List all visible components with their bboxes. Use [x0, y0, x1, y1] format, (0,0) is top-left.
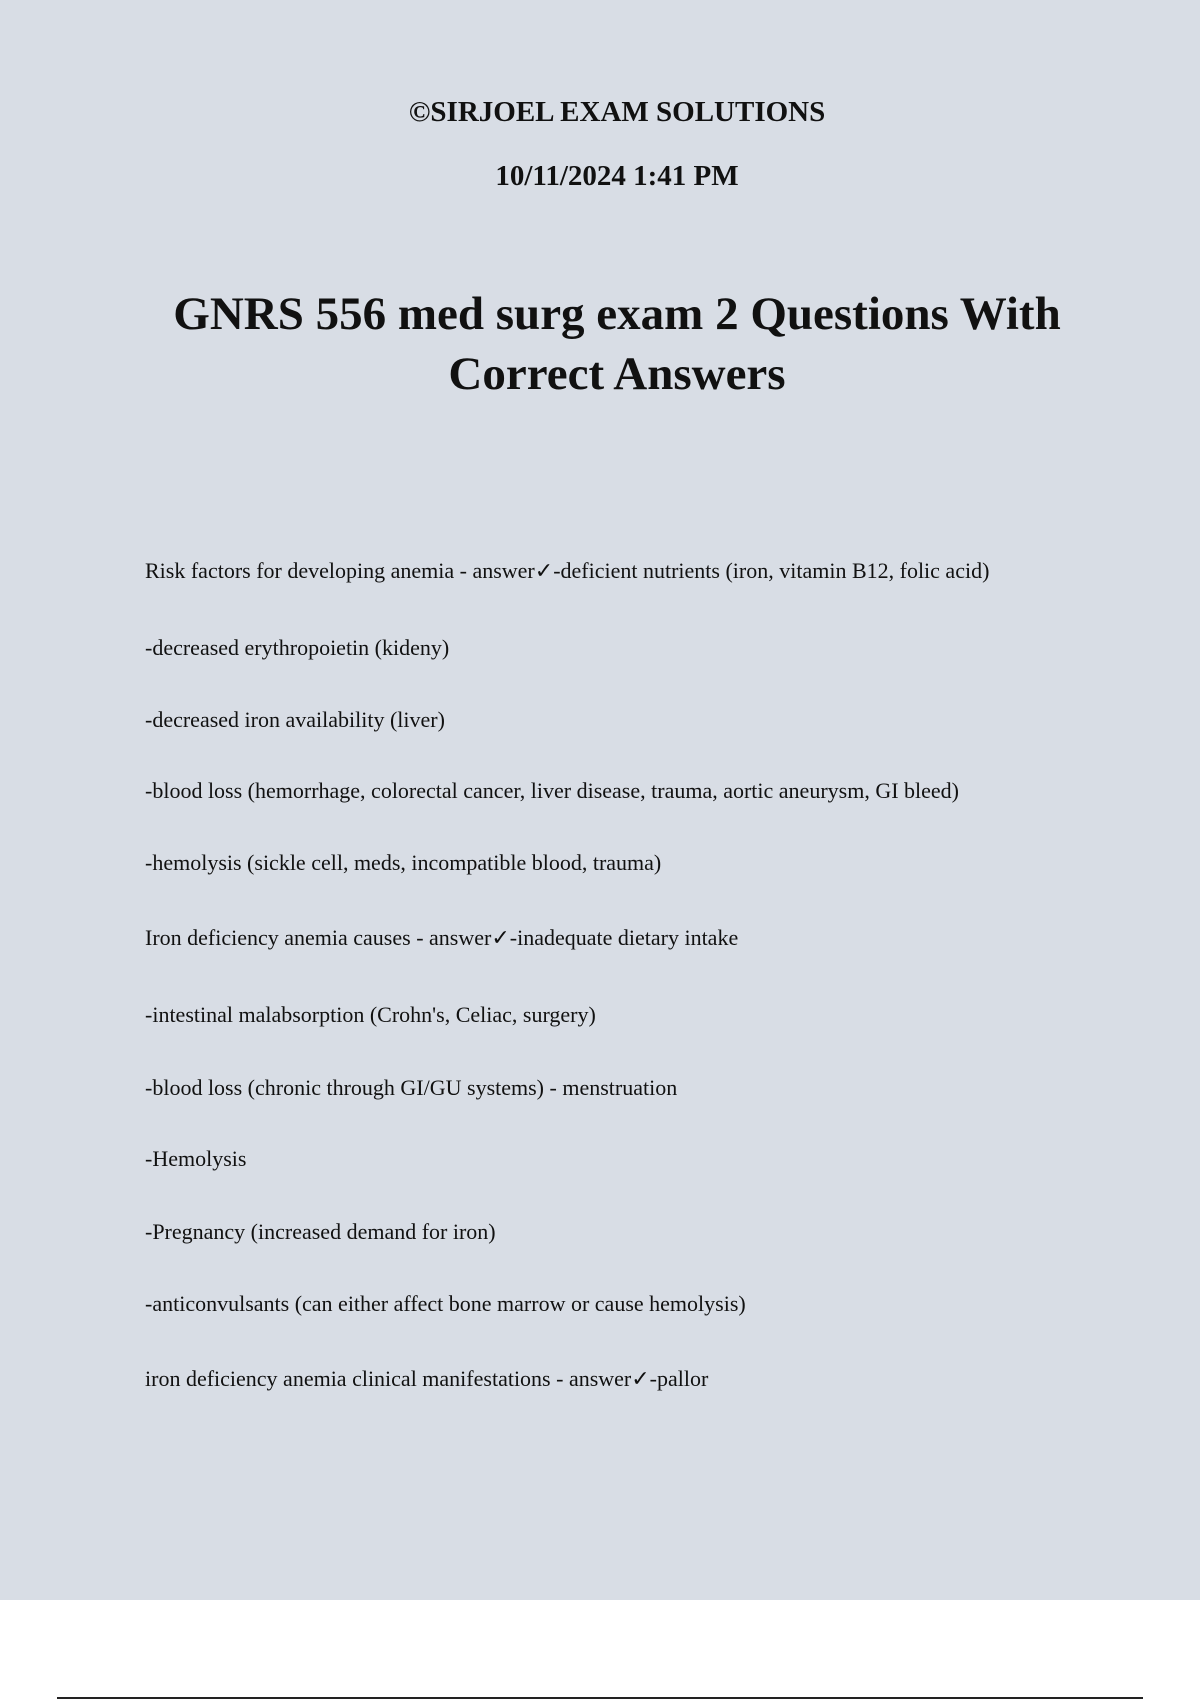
qa-line: Iron deficiency anemia causes - answer✓-inadequate dietary intake	[145, 925, 739, 950]
document-title: GNRS 556 med surg exam 2 Questions With Correct Answers	[173, 288, 1061, 400]
qa-line: -Hemolysis	[145, 1146, 247, 1171]
qa-line: -blood loss (hemorrhage, colorectal cancer, liver disease, trauma, aortic aneurysm, GI bleed)	[145, 778, 959, 803]
watermark-brand: ©SIRJOEL EXAM SOLUTIONS	[408, 96, 826, 128]
qa-line: -blood loss (chronic through GI/GU systems) - menstruation	[145, 1075, 678, 1100]
qa-line: -intestinal malabsorption (Crohn's, Celiac, surgery)	[145, 1002, 596, 1027]
qa-line: -anticonvulsants (can either affect bone marrow or cause hemolysis)	[145, 1291, 746, 1316]
qa-line: -decreased erythropoietin (kideny)	[145, 635, 450, 660]
qa-line: -hemolysis (sickle cell, meds, incompatible blood, trauma)	[145, 850, 662, 875]
qa-line: iron deficiency anemia clinical manifestations - answer✓-pallor	[145, 1366, 709, 1391]
page-divider	[57, 1697, 1143, 1699]
qa-line: -Pregnancy (increased demand for iron)	[145, 1219, 496, 1244]
qa-line: -decreased iron availability (liver)	[145, 707, 445, 732]
document-datetime: 10/11/2024 1:41 PM	[495, 160, 739, 192]
qa-line: Risk factors for developing anemia - answer✓-deficient nutrients (iron, vitamin B12, folic acid)	[145, 558, 990, 583]
